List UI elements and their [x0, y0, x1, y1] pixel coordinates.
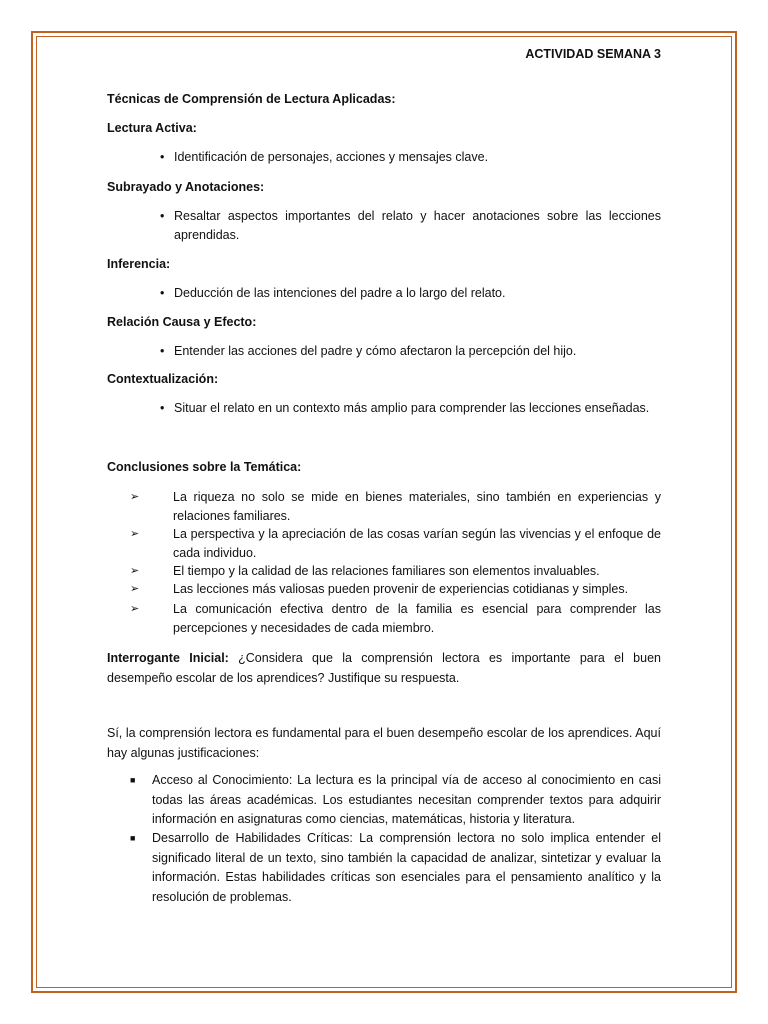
- arrow-bullet-icon: ➢: [130, 528, 140, 540]
- initial-question-text: ¿Considera que la comprensión lectora es importante para el buen desempeño escolar de los aprendices? Justifique su respuesta.: [107, 651, 661, 685]
- arrow-bullet-icon: ➢: [130, 583, 140, 595]
- arrow-bullet-icon: ➢: [130, 491, 140, 503]
- bullet-icon: •: [160, 286, 165, 300]
- initial-question-label: Interrogante Inicial:: [107, 651, 229, 665]
- bullet-icon: •: [160, 344, 165, 358]
- square-bullet-icon: ■: [130, 833, 136, 843]
- technique-title-4: Relación Causa y Efecto:: [107, 315, 257, 329]
- arrow-bullet-icon: ➢: [130, 565, 140, 577]
- bullet-icon: •: [160, 209, 165, 223]
- technique-title-3: Inferencia:: [107, 257, 171, 271]
- technique-title-1: Lectura Activa:: [107, 121, 197, 135]
- square-bullet-icon: ■: [130, 775, 136, 785]
- techniques-heading: Técnicas de Comprensión de Lectura Aplicadas:: [107, 92, 396, 106]
- bullet-icon: •: [160, 150, 165, 164]
- answer-intro: Sí, la comprensión lectora es fundamental para el buen desempeño escolar de los aprendices. Aquí hay algunas justificaciones:: [107, 726, 661, 760]
- document-header: ACTIVIDAD SEMANA 3: [525, 47, 661, 61]
- conclusions-heading: Conclusiones sobre la Temática:: [107, 460, 302, 474]
- bullet-icon: •: [160, 401, 165, 415]
- arrow-bullet-icon: ➢: [130, 603, 140, 615]
- technique-title-2: Subrayado y Anotaciones:: [107, 180, 265, 194]
- technique-title-5: Contextualización:: [107, 372, 219, 386]
- initial-question: [107, 648, 661, 688]
